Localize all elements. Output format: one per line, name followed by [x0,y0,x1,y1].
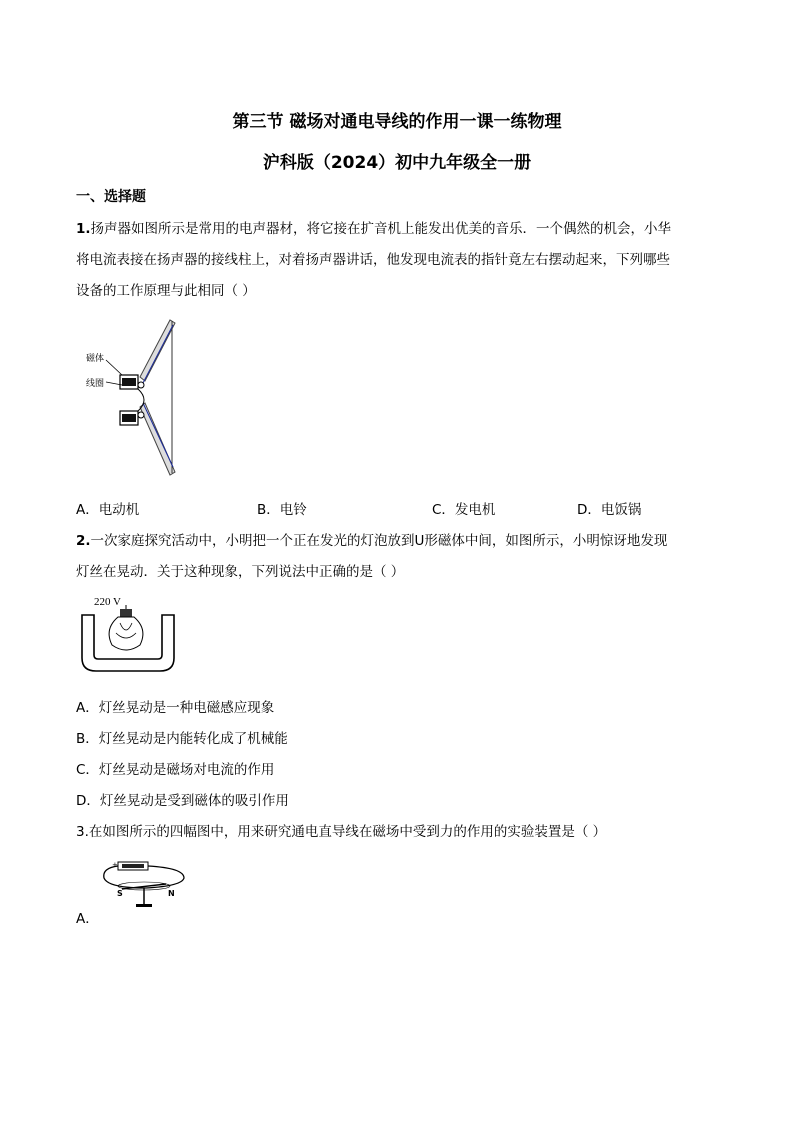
document-subtitle: 沪科版（2024）初中九年级全一册 [262,153,532,173]
section-heading: 一、选择题 [76,189,146,205]
q2-option-b: B．灯丝晃动是内能转化成了机械能 [76,731,288,747]
q3-option-a: A． [76,911,99,927]
question-1-line-2: 将电流表接在扬声器的接线柱上，对着扬声器讲话，他发现电流表的指针竟左右摆动起来，下列哪些 [76,252,670,268]
q2-option-a: A．灯丝晃动是一种电磁感应现象 [76,700,275,716]
document-title: 第三节 磁场对通电导线的作用一课一练物理 [232,112,562,132]
question-1-line-3: 设备的工作原理与此相同（ ） [76,283,256,299]
q2-option-c: C．灯丝晃动是磁场对电流的作用 [76,762,275,778]
voltage-label: 220 V [94,596,121,608]
question-3-line-1: 3.在如图所示的四幅图中，用来研究通电直导线在磁场中受到力的作用的实验装置是（ ） [76,824,607,840]
question-2-number: 2. [76,533,91,549]
question-3-number: 3. [76,824,89,840]
question-2-line-1: 2.一次家庭探究活动中，小明把一个正在发光的灯泡放到U形磁体中间，如图所示，小明惊讶地发现 [76,533,668,549]
u-magnet-bulb-figure [78,593,178,675]
speaker-magnet-label: 磁体 [86,354,105,364]
compass-north-label: N [168,889,175,898]
q1-option-a: A．电动机 [76,502,140,518]
q1-option-c: C．发电机 [432,502,496,518]
q2-option-d: D．灯丝晃动是受到磁体的吸引作用 [76,793,289,809]
compass-wire-figure [100,856,190,914]
q1-option-b: B．电铃 [257,502,307,518]
question-2-line-2: 灯丝在晃动．关于这种现象，下列说法中正确的是（ ） [76,564,405,580]
svg-text:+: + [112,861,118,869]
compass-south-label: S [117,889,123,898]
speaker-figure [80,315,190,490]
question-1-line-1: 1.扬声器如图所示是常用的电声器材，将它接在扩音机上能发出优美的音乐．一个偶然的机会，小华 [76,221,672,237]
speaker-coil-label: 线圈 [86,379,105,389]
question-1-number: 1. [76,221,91,237]
q1-option-d: D．电饭锅 [577,502,642,518]
